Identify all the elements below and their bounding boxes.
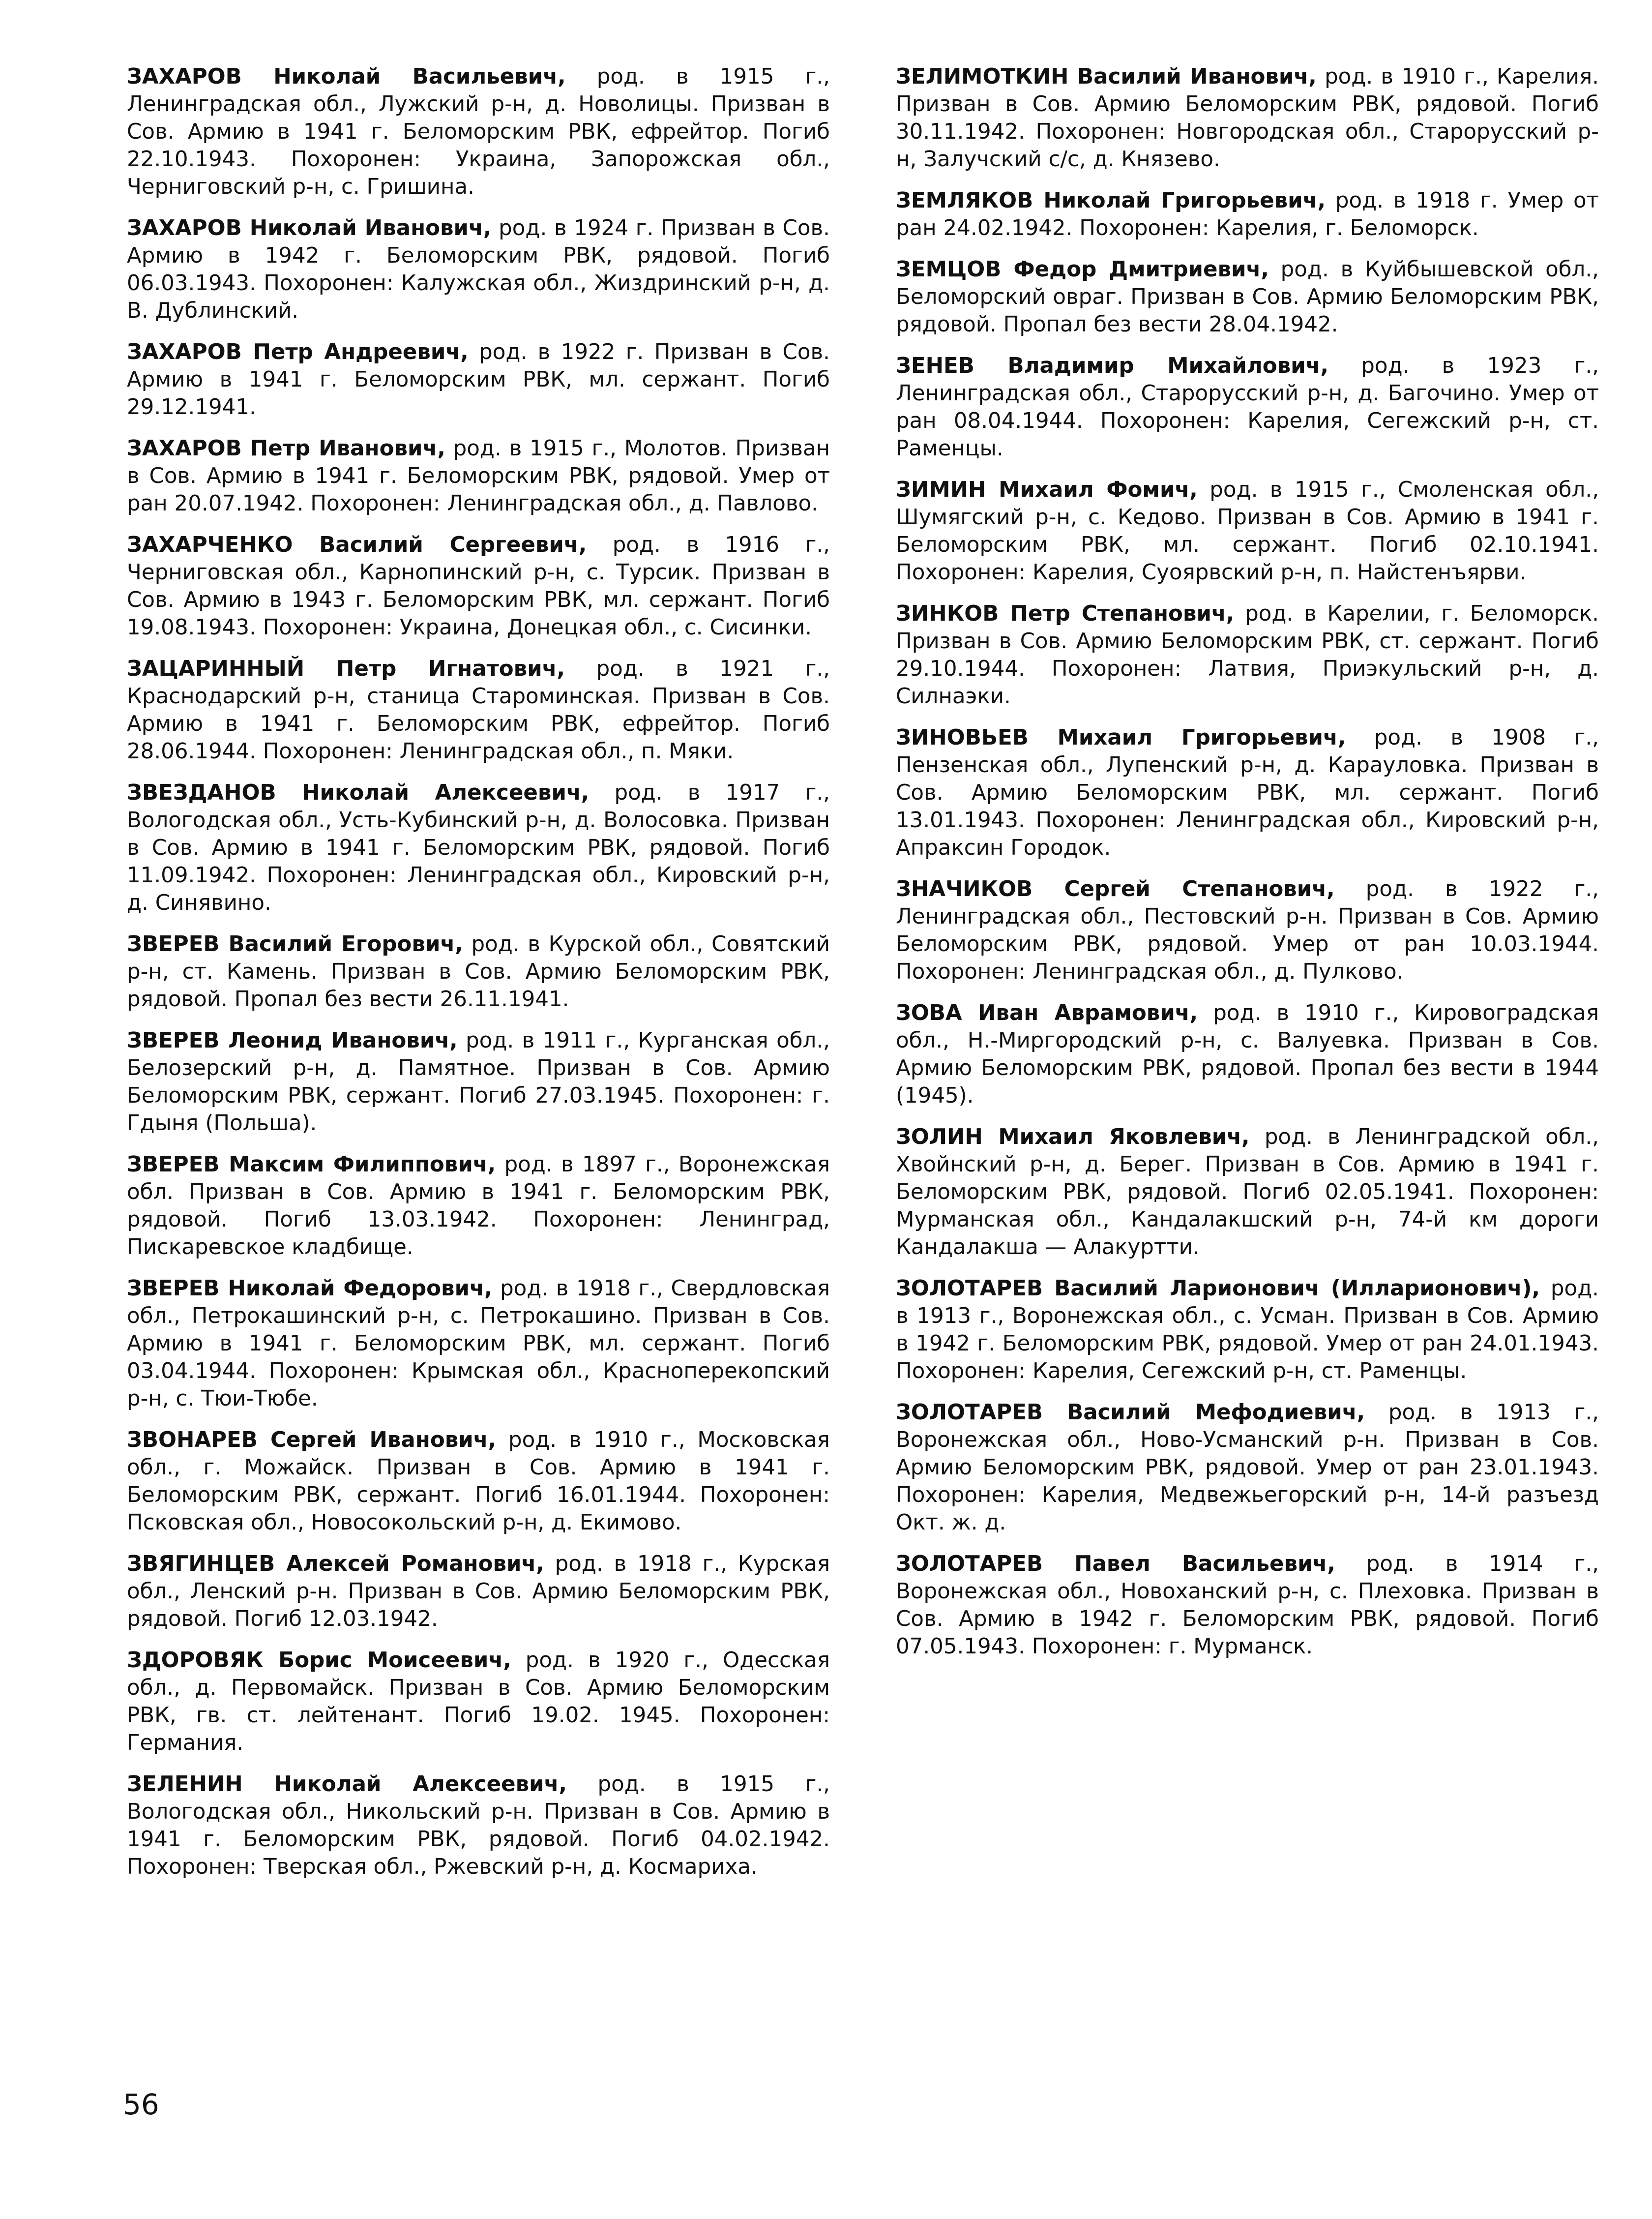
left-column	[127, 63, 830, 1894]
entry-name: ЗВЯГИНЦЕВ Алексей Романович,	[127, 1552, 544, 1576]
entry-zemlyakov-nikolai-grigorievich	[896, 187, 1599, 242]
entry-zverev-nikolai-fedorovich	[127, 1275, 830, 1412]
entry-text: род. в 1914 г., Воронежская обл., Новоханский р-н, с. Плеховка. Призван в Сов. Армию в 1942 г. Беломорским РВК, рядовой. Погиб 07.05.1943. Похоронен: г. Мурманск.	[896, 1552, 1599, 1659]
entry-name: ЗВЕРЕВ Василий Егорович,	[127, 932, 463, 957]
entry-name: ЗНАЧИКОВ Сергей Степанович,	[896, 877, 1335, 901]
entry-text: род. в 1910 г., Московская обл., г. Можайск. Призван в Сов. Армию в 1941 г. Беломорским РВК, сержант. Погиб 16.01.1944. Похоронен: Псковская обл., Новосокольский р-н, д. Екимово.	[127, 1428, 830, 1535]
entry-text: род. в 1910 г., Карелия. Призван в Сов. Армию Беломорским РВК, рядовой. Погиб 30.11.1942. Похоронен: Новгородская обл., Старорусский р-н, Залучский с/с, д. Князево.	[896, 64, 1599, 172]
entry-name: ЗОЛОТАРЕВ Василий Мефодиевич,	[896, 1400, 1365, 1425]
page-number: 56	[123, 2088, 159, 2121]
entry-text: род. в 1915 г., Смоленская обл., Шумягский р-н, с. Кедово. Призван в Сов. Армию в 1941 г. Беломорским РВК, мл. сержант. Погиб 02.10.1941. Похоронен: Карелия, Суоярвский р-н, п. Найстенъярви.	[896, 478, 1599, 585]
entry-text: род. в Карелии, г. Беломорск. Призван в Сов. Армию Беломорским РВК, ст. сержант. Погиб 29.10.1944. Похоронен: Латвия, Приэкульский р-н, д. Силнаэки.	[896, 601, 1599, 709]
entry-name: ЗВЕРЕВ Максим Филиппович,	[127, 1152, 496, 1177]
entry-text: род. в 1922 г. Призван в Сов. Армию в 1941 г. Беломорским РВК, мл. сержант. Погиб 29.12.1941.	[127, 340, 830, 420]
entry-name: ЗВОНАРЕВ Сергей Иванович,	[127, 1428, 497, 1452]
entry-text: род. в 1908 г., Пензенская обл., Лупенский р-н, д. Карауловка. Призван в Сов. Армию Беломорским РВК, мл. сержант. Погиб 13.01.1943. Похоронен: Ленинградская обл., Кировский р-н, Апраксин Городок.	[896, 725, 1599, 860]
entry-zdorovyak-boris-moiseevich	[127, 1647, 830, 1757]
entry-name: ЗЕНЕВ Владимир Михайлович,	[896, 354, 1328, 378]
entry-text: род. в 1920 г., Одесская обл., д. Первомайск. Призван в Сов. Армию Беломорским РВК, гв. ст. лейтенант. Погиб 19.02. 1945. Похоронен: Германия.	[127, 1648, 830, 1755]
entry-zverev-leonid-ivanovich	[127, 1027, 830, 1137]
entry-name: ЗАХАРОВ Николай Иванович,	[127, 216, 492, 240]
entry-text: род. в 1921 г., Краснодарский р-н, станица Староминская. Призван в Сов. Армию в 1941 г. Беломорским РВК, ефрейтор. Погиб 28.06.1944. Похоронен: Ленинградская обл., п. Мяки.	[127, 657, 830, 764]
entry-zimin-mikhail-fomich	[896, 476, 1599, 586]
entry-name: ЗОЛИН Михаил Яковлевич,	[896, 1125, 1250, 1149]
entry-zelimotkin-vasily-ivanovich	[896, 63, 1599, 173]
entry-text: род. в 1913 г., Воронежская обл., Ново-Усманский р-н. Призван в Сов. Армию Беломорским РВК, рядовой. Умер от ран 23.01.1943. Похоронен: Карелия, Медвежьегорский р-н, 14-й разъезд Окт. ж. д.	[896, 1400, 1599, 1535]
entry-name: ЗАЦАРИННЫЙ Петр Игнатович,	[127, 657, 565, 681]
entry-zvonarev-sergei-ivanovich	[127, 1426, 830, 1536]
entry-text: род. в 1918 г. Умер от ран 24.02.1942. Похоронен: Карелия, г. Беломорск.	[896, 188, 1599, 240]
entry-name: ЗВЕРЕВ Леонид Иванович,	[127, 1028, 458, 1053]
entry-zolotarev-vasily-larionovich	[896, 1275, 1599, 1385]
entry-name: ЗАХАРОВ Николай Васильевич,	[127, 64, 566, 89]
entry-text: род. в 1918 г., Свердловская обл., Петрокашинский р-н, с. Петрокашино. Призван в Сов. Армию в 1941 г. Беломорским РВК, мл. сержант. Погиб 03.04.1944. Похоронен: Крымская обл., Красноперекопский р-н, с. Тюи-Тюбе.	[127, 1276, 830, 1411]
entry-znachikov-sergei-stepanovich	[896, 875, 1599, 986]
entry-zakharov-petr-andreevich	[127, 338, 830, 421]
entry-name: ЗДОРОВЯК Борис Моисеевич,	[127, 1648, 511, 1673]
entry-name: ЗОЛОТАРЕВ Павел Васильевич,	[896, 1552, 1335, 1576]
entry-text: род. в 1917 г., Вологодская обл., Усть-Кубинский р-н, д. Волосовка. Призван в Сов. Армию в 1941 г. Беломорским РВК, рядовой. Погиб 11.09.1942. Похоронен: Ленинградская обл., Кировский р-н, д. Синявино.	[127, 780, 830, 915]
entry-zakharov-petr-ivanovich	[127, 435, 830, 517]
entry-name: ЗАХАРОВ Петр Иванович,	[127, 436, 445, 461]
entry-zolotarev-pavel-vasilievich	[896, 1550, 1599, 1660]
entry-text: род. в 1918 г., Курская обл., Ленский р-н. Призван в Сов. Армию Беломорским РВК, рядовой. Погиб 12.03.1942.	[127, 1552, 830, 1631]
right-column	[896, 63, 1599, 1674]
entry-zverev-vasily-egorovich	[127, 930, 830, 1013]
entry-text: род. в 1915 г., Молотов. Призван в Сов. Армию в 1941 г. Беломорским РВК, рядовой. Умер от ран 20.07.1942. Похоронен: Ленинградская обл., д. Павлово.	[127, 436, 830, 516]
entry-zvyagintsev-aleksei-romanovich	[127, 1550, 830, 1633]
entry-name: ЗОВА Иван Аврамович,	[896, 1001, 1198, 1025]
entry-text: род. в 1915 г., Ленинградская обл., Лужский р-н, д. Новолицы. Призван в Сов. Армию в 1941 г. Беломорским РВК, ефрейтор. Погиб 22.10.1943. Похоронен: Украина, Запорожская обл., Черниговский р-н, с. Гришина.	[127, 64, 830, 199]
entry-zenev-vladimir-mikhailovich	[896, 352, 1599, 462]
entry-zova-ivan-avramovich	[896, 999, 1599, 1110]
entry-zolin-mikhail-yakovlevich	[896, 1123, 1599, 1261]
entry-zverev-maksim-filippovich	[127, 1151, 830, 1261]
entry-name: ЗИНОВЬЕВ Михаил Григорьевич,	[896, 725, 1346, 750]
entry-text: род. в 1897 г., Воронежская обл. Призван в Сов. Армию в 1941 г. Беломорским РВК, рядовой. Погиб 13.03.1942. Похоронен: Ленинград, Пискаревское кладбище.	[127, 1152, 830, 1259]
entry-text: род. в 1915 г., Вологодская обл., Никольский р-н. Призван в Сов. Армию в 1941 г. Беломорским РВК, рядовой. Погиб 04.02.1942. Похоронен: Тверская обл., Ржевский р-н, д. Космариха.	[127, 1772, 830, 1879]
entry-zinkov-petr-stepanovich	[896, 600, 1599, 710]
entry-name: ЗОЛОТАРЕВ Василий Ларионович (Илларионович),	[896, 1276, 1540, 1301]
entry-text: род. в 1922 г., Ленинградская обл., Пестовский р-н. Призван в Сов. Армию Беломорским РВК, рядовой. Умер от ран 10.03.1944. Похоронен: Ленинградская обл., д. Пулково.	[896, 877, 1599, 984]
entry-text: род. в 1924 г. Призван в Сов. Армию в 1942 г. Беломорским РВК, рядовой. Погиб 06.03.1943. Похоронен: Калужская обл., Жиздринский р-н, д. В. Дублинский.	[127, 216, 830, 323]
entry-name: ЗЕМЛЯКОВ Николай Григорьевич,	[896, 188, 1326, 213]
entry-text: род. в Куйбышевской обл., Беломорский овраг. Призван в Сов. Армию Беломорским РВК, рядовой. Пропал без вести 28.04.1942.	[896, 257, 1599, 337]
entry-name: ЗИМИН Михаил Фомич,	[896, 478, 1198, 502]
entry-name: ЗИНКОВ Петр Степанович,	[896, 601, 1235, 626]
entry-zemtsov-fedor-dmitrievich	[896, 256, 1599, 338]
entry-text: род. в Курской обл., Совятский р-н, ст. Камень. Призван в Сов. Армию Беломорским РВК, рядовой. Пропал без вести 26.11.1941.	[127, 932, 830, 1012]
entry-zakharov-nikolai-ivanovich	[127, 214, 830, 325]
entry-name: ЗАХАРЧЕНКО Василий Сергеевич,	[127, 533, 587, 557]
entry-text: род. в Ленинградской обл., Хвойнский р-н, д. Берег. Призван в Сов. Армию в 1941 г. Беломорским РВК, рядовой. Погиб 02.05.1941. Похоронен: Мурманская обл., Кандалакшский р-н, 74-й км дороги Кандалакша — Алакуртти.	[896, 1125, 1599, 1259]
entry-text: род. в 1916 г., Черниговская обл., Карнопинский р-н, с. Турсик. Призван в Сов. Армию в 1943 г. Беломорским РВК, мл. сержант. Погиб 19.08.1943. Похоронен: Украина, Донецкая обл., с. Сисинки.	[127, 533, 830, 640]
entry-name: ЗЕЛИМОТКИН Василий Иванович,	[896, 64, 1317, 89]
entry-zakharchenko-vasily-sergeevich	[127, 531, 830, 641]
entry-text: род. в 1911 г., Курганская обл., Белозерский р-н, д. Памятное. Призван в Сов. Армию Беломорским РВК, сержант. Погиб 27.03.1945. Похоронен: г. Гдыня (Польша).	[127, 1028, 830, 1136]
entry-zatsarinny-petr-ignatovich	[127, 655, 830, 765]
entry-text: род. в 1923 г., Ленинградская обл., Старорусский р-н, д. Багочино. Умер от ран 08.04.1944. Похоронен: Карелия, Сегежский р-н, ст. Раменцы.	[896, 354, 1599, 461]
entry-zvezdanov-nikolai-alekseevich	[127, 779, 830, 917]
entry-name: ЗАХАРОВ Петр Андреевич,	[127, 340, 469, 364]
entry-zakharov-nikolai-vasilievich	[127, 63, 830, 201]
entry-name: ЗВЕРЕВ Николай Федорович,	[127, 1276, 493, 1301]
entry-text: род. в 1913 г., Воронежская обл., с. Усман. Призван в Сов. Армию в 1942 г. Беломорским РВК, рядовой. Умер от ран 24.01.1943. Похоронен: Карелия, Сегежский р-н, ст. Раменцы.	[896, 1276, 1599, 1383]
entry-zolotarev-vasily-mefodievich	[896, 1399, 1599, 1536]
entry-name: ЗВЕЗДАНОВ Николай Алексеевич,	[127, 780, 590, 805]
entry-name: ЗЕЛЕНИН Николай Алексеевич,	[127, 1772, 567, 1797]
entry-text: род. в 1910 г., Кировоградская обл., Н.-Миргородский р-н, с. Валуевка. Призван в Сов. Армию Беломорским РВК, рядовой. Пропал без вести в 1944 (1945).	[896, 1001, 1599, 1108]
entry-zelenin-nikolai-alekseevich	[127, 1770, 830, 1881]
entry-zinoviev-mikhail-grigorievich	[896, 724, 1599, 862]
entry-name: ЗЕМЦОВ Федор Дмитриевич,	[896, 257, 1269, 282]
